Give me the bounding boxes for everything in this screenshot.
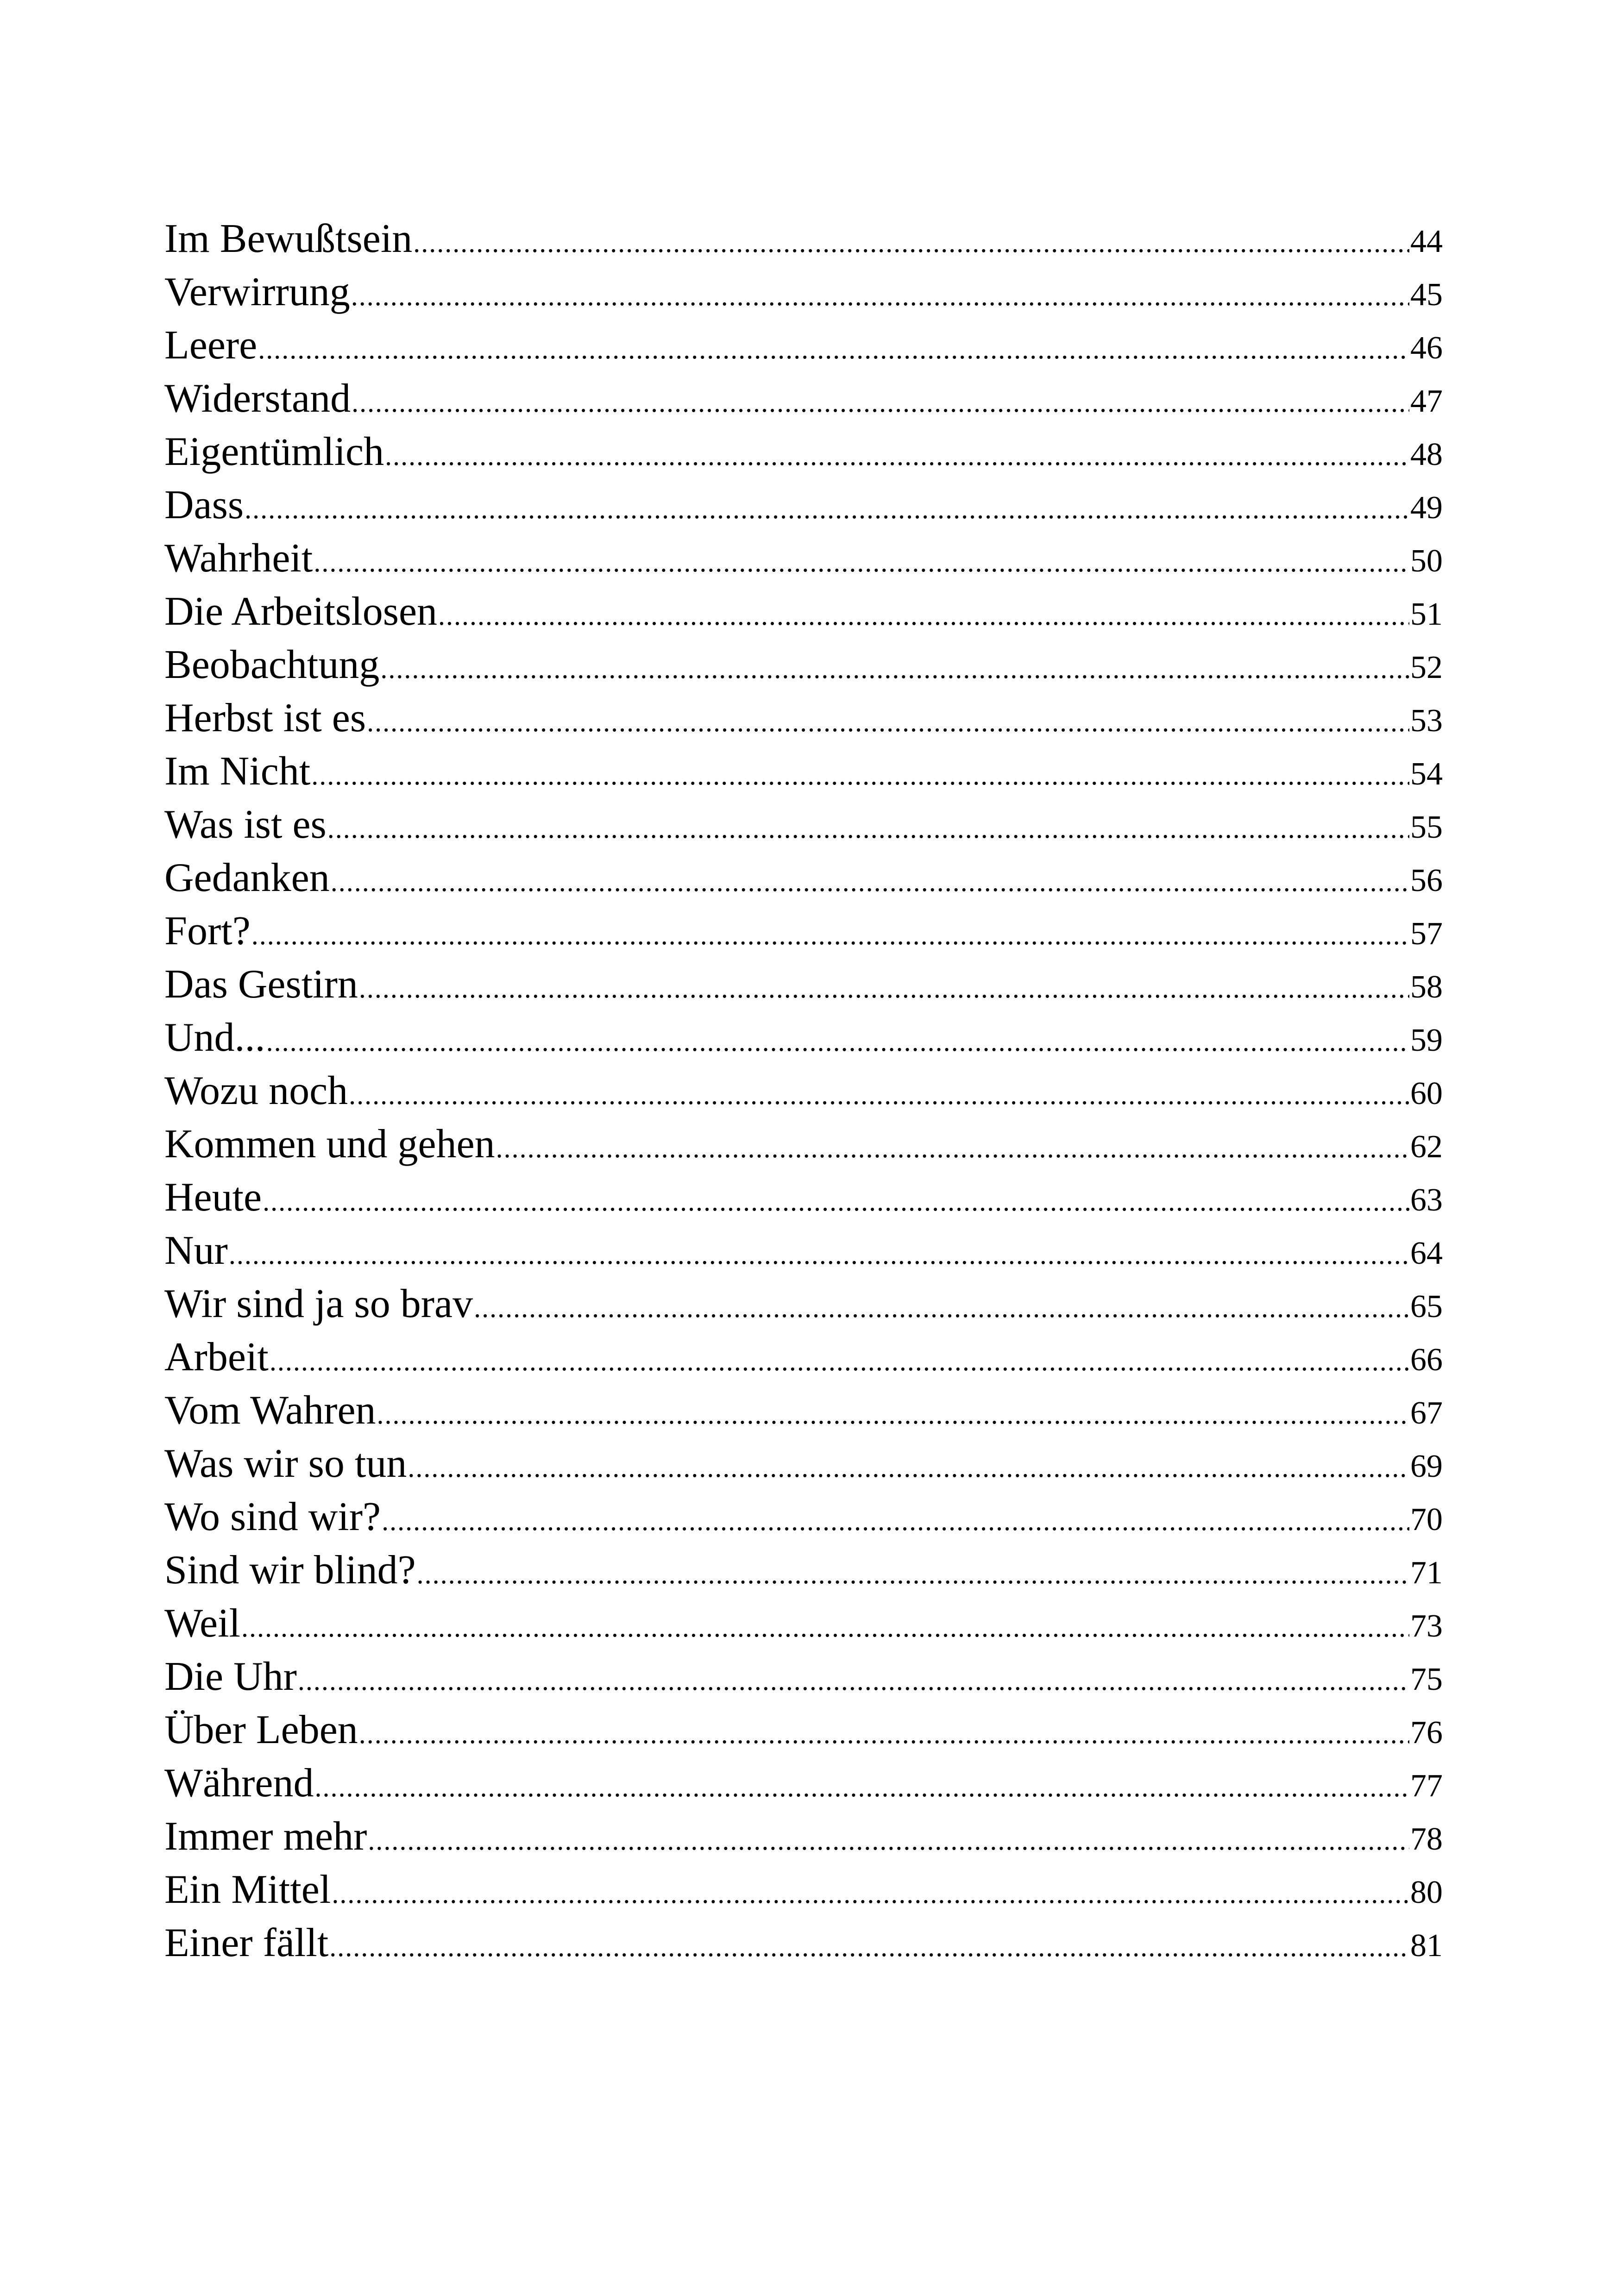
toc-entry-title: Arbeit: [164, 1335, 269, 1380]
toc-entry-page-number: 52: [1410, 650, 1443, 685]
toc-entry-page-number: 78: [1410, 1821, 1443, 1857]
toc-entry-page-number: 66: [1410, 1342, 1443, 1378]
toc-entry-title: Eigentümlich: [164, 429, 384, 474]
toc-entry-page-number: 64: [1410, 1236, 1443, 1271]
toc-entry-title: Nur: [164, 1228, 228, 1273]
toc-entry-page-number: 54: [1410, 756, 1443, 792]
toc-entry-page-number: 56: [1410, 863, 1443, 898]
toc-entry-title: Und...: [164, 1015, 265, 1060]
toc-entry-title: Die Arbeitslosen: [164, 589, 438, 634]
toc-entry[interactable]: [164, 1706, 1443, 1760]
toc-entry-page-number: 47: [1410, 383, 1443, 419]
toc-entry-page-number: 59: [1410, 1023, 1443, 1058]
toc-entry-page-number: 50: [1410, 543, 1443, 579]
toc-entry[interactable]: [164, 1121, 1443, 1174]
toc-entry-title: Während: [164, 1761, 314, 1806]
toc-dot-leader: [314, 1771, 1409, 1803]
toc-entry-page-number: 65: [1410, 1289, 1443, 1324]
toc-entry-page-number: 51: [1410, 596, 1443, 632]
toc-dot-leader: [413, 227, 1409, 259]
toc-dot-leader: [352, 387, 1409, 419]
toc-dot-leader: [417, 1558, 1409, 1590]
toc-entry[interactable]: [164, 801, 1443, 854]
toc-entry-page-number: 58: [1410, 969, 1443, 1005]
toc-dot-leader: [298, 1665, 1409, 1697]
toc-dot-leader: [251, 919, 1409, 951]
toc-entry-title: Beobachtung: [164, 642, 380, 687]
toc-entry[interactable]: [164, 1387, 1443, 1440]
toc-entry[interactable]: [164, 1653, 1443, 1706]
toc-entry-page-number: 63: [1410, 1182, 1443, 1218]
toc-entry[interactable]: [164, 641, 1443, 695]
toc-entry-page-number: 80: [1410, 1875, 1443, 1910]
toc-dot-leader: [258, 333, 1409, 365]
toc-dot-leader: [266, 1026, 1409, 1058]
toc-entry[interactable]: [164, 961, 1443, 1014]
toc-entry-page-number: 81: [1410, 1928, 1443, 1964]
toc-entry-title: Vom Wahren: [164, 1388, 376, 1433]
toc-entry-title: Was wir so tun: [164, 1441, 407, 1486]
toc-entry-title: Dass: [164, 483, 244, 527]
toc-entry-page-number: 57: [1410, 916, 1443, 952]
toc-entry-page-number: 75: [1410, 1662, 1443, 1697]
toc-dot-leader: [327, 813, 1409, 845]
toc-entry-title: Herbst ist es: [164, 696, 366, 740]
toc-entry-page-number: 46: [1410, 330, 1443, 366]
toc-dot-leader: [496, 1132, 1409, 1164]
toc-entry-page-number: 71: [1410, 1555, 1443, 1591]
toc-entry-title: Im Nicht: [164, 749, 311, 794]
toc-entry[interactable]: [164, 1547, 1443, 1600]
toc-dot-leader: [329, 1931, 1409, 1963]
toc-entry[interactable]: [164, 1227, 1443, 1280]
toc-dot-leader: [368, 1825, 1409, 1857]
toc-entry-page-number: 76: [1410, 1715, 1443, 1750]
toc-dot-leader: [382, 1505, 1409, 1537]
toc-dot-leader: [408, 1452, 1409, 1484]
toc-entry-title: Verwirrung: [164, 270, 350, 314]
toc-entry[interactable]: [164, 588, 1443, 641]
toc-dot-leader: [270, 1345, 1409, 1377]
toc-entry-page-number: 53: [1410, 703, 1443, 739]
toc-entry-page-number: 67: [1410, 1395, 1443, 1431]
toc-entry-title: Die Uhr: [164, 1654, 297, 1699]
toc-entry-title: Heute: [164, 1175, 262, 1220]
toc-entry-title: Im Bewußtsein: [164, 216, 413, 261]
toc-entry[interactable]: [164, 375, 1443, 428]
toc-entry-title: Wahrheit: [164, 536, 313, 581]
toc-entry-page-number: 69: [1410, 1449, 1443, 1484]
toc-dot-leader: [380, 653, 1409, 685]
toc-entry[interactable]: [164, 1067, 1443, 1121]
toc-entry-title: Wir sind ja so brav: [164, 1281, 473, 1326]
toc-entry[interactable]: [164, 695, 1443, 748]
toc-entry[interactable]: [164, 428, 1443, 482]
toc-entry[interactable]: [164, 1014, 1443, 1067]
toc-entry[interactable]: [164, 908, 1443, 961]
toc-entry-title: Gedanken: [164, 855, 330, 900]
toc-entry[interactable]: [164, 322, 1443, 375]
toc-entry-title: Wozu noch: [164, 1068, 348, 1113]
toc-entry-title: Leere: [164, 323, 258, 368]
toc-entry-page-number: 77: [1410, 1768, 1443, 1804]
toc-entry-page-number: 48: [1410, 437, 1443, 472]
toc-entry-page-number: 44: [1410, 224, 1443, 259]
toc-dot-leader: [377, 1399, 1410, 1430]
toc-entry[interactable]: [164, 1920, 1443, 1973]
toc-dot-leader: [385, 440, 1409, 472]
toc-entry-title: Immer mehr: [164, 1814, 367, 1859]
toc-dot-leader: [311, 759, 1409, 791]
toc-entry[interactable]: [164, 1813, 1443, 1866]
toc-dot-leader: [241, 1612, 1409, 1644]
toc-entry[interactable]: [164, 1280, 1443, 1334]
toc-entry-page-number: 45: [1410, 277, 1443, 313]
toc-entry[interactable]: [164, 1760, 1443, 1813]
toc-dot-leader: [349, 1079, 1409, 1111]
toc-entry-page-number: 49: [1410, 490, 1443, 526]
toc-dot-leader: [229, 1239, 1409, 1271]
toc-entry-title: Widerstand: [164, 376, 351, 421]
toc-entry-page-number: 70: [1410, 1502, 1443, 1537]
toc-entry[interactable]: [164, 854, 1443, 908]
toc-entry-title: Ein Mittel: [164, 1867, 331, 1912]
toc-entry-title: Das Gestirn: [164, 962, 358, 1007]
toc-dot-leader: [359, 1718, 1409, 1750]
toc-entry[interactable]: [164, 535, 1443, 588]
toc-entry[interactable]: [164, 1174, 1443, 1227]
toc-entry[interactable]: [164, 1493, 1443, 1547]
toc-dot-leader: [332, 1878, 1409, 1910]
toc-dot-leader: [314, 546, 1409, 578]
toc-entry-title: Kommen und gehen: [164, 1122, 495, 1167]
toc-dot-leader: [367, 706, 1409, 738]
toc-entry-title: Einer fällt: [164, 1920, 329, 1965]
toc-dot-leader: [474, 1292, 1409, 1324]
toc-dot-leader: [351, 280, 1409, 312]
toc-entry[interactable]: [164, 482, 1443, 535]
toc-dot-leader: [359, 972, 1409, 1004]
toc-dot-leader: [245, 493, 1409, 525]
toc-entry[interactable]: [164, 1866, 1443, 1920]
toc-entry-page-number: 73: [1410, 1608, 1443, 1644]
table-of-contents: [164, 215, 1443, 1973]
toc-entry[interactable]: [164, 1440, 1443, 1493]
toc-entry[interactable]: [164, 1334, 1443, 1387]
toc-entry[interactable]: [164, 748, 1443, 801]
toc-entry-title: Weil: [164, 1601, 240, 1646]
toc-entry-page-number: 55: [1410, 809, 1443, 845]
toc-entry[interactable]: [164, 1600, 1443, 1653]
toc-entry-page-number: 60: [1410, 1076, 1443, 1111]
toc-entry[interactable]: [164, 269, 1443, 322]
toc-dot-leader: [438, 600, 1409, 632]
toc-entry-title: Fort?: [164, 909, 251, 954]
toc-entry[interactable]: [164, 215, 1443, 269]
toc-entry-title: Über Leben: [164, 1707, 358, 1752]
toc-entry-title: Sind wir blind?: [164, 1548, 416, 1593]
toc-entry-page-number: 62: [1410, 1129, 1443, 1165]
toc-dot-leader: [263, 1186, 1409, 1217]
toc-entry-title: Wo sind wir?: [164, 1494, 381, 1539]
toc-dot-leader: [331, 866, 1409, 898]
toc-entry-title: Was ist es: [164, 802, 327, 847]
